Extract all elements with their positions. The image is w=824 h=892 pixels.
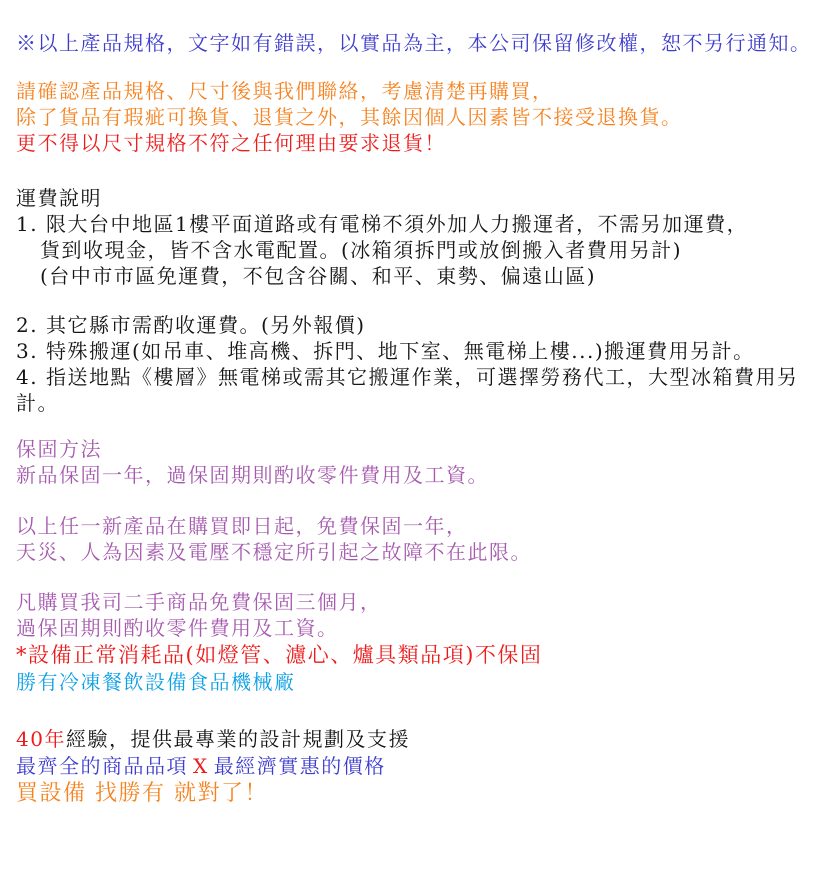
warranty-free-line-1: 以上任一新產品在購買即日起，免費保固一年， — [16, 514, 468, 538]
shipping-item-1-line-1: 1. 限大台中地區1樓平面道路或有電梯不須外加人力搬運者，不需另加運費， — [16, 212, 749, 236]
spec-disclaimer-text: ※以上產品規格，文字如有錯誤，以實品為主，本公司保留修改權，恕不另行通知。 — [16, 31, 812, 55]
consumables-no-warranty-note: *設備正常消耗品(如燈管、濾心、爐具類品項)不保固 — [16, 643, 543, 667]
warranty-method-block — [16, 436, 814, 488]
warranty-used-block — [16, 589, 814, 641]
experience-line-rest: 經驗，提供最專業的設計規劃及支援 — [65, 727, 410, 751]
shipping-item-1-line-2: 貨到收現金，皆不含水電配置。(冰箱須拆門或放倒搬入者費用另計) — [40, 238, 683, 262]
experience-line — [16, 726, 814, 753]
warranty-free-block — [16, 513, 814, 565]
experience-years-highlight: 40年 — [16, 727, 66, 751]
purchase-note-line-2: 除了貨品有瑕疵可換貨、退貨之外，其餘因個人因素皆不接受退換貨。 — [16, 105, 683, 129]
warranty-new-product-line: 新品保固一年，過保固期則酌收零件費用及工資。 — [16, 463, 489, 487]
warranty-free-line-2: 天災、人為因素及電壓不穩定所引起之故障不在此限。 — [16, 540, 532, 564]
shipping-items-block — [16, 312, 814, 416]
product-range-part-2: 最經濟實惠的價格 — [213, 754, 386, 778]
purchase-policy-block — [16, 78, 814, 130]
purchase-note-line-1: 請確認產品規格、尺寸後與我們聯絡，考慮清楚再購買， — [16, 79, 554, 103]
warranty-title: 保固方法 — [16, 437, 102, 461]
shipping-title: 運費說明 — [16, 186, 102, 210]
company-slogan: 買設備 找勝有 就對了！ — [16, 781, 268, 806]
shipping-item-4: 4. 指送地點《樓層》無電梯或需其它搬運作業，可選擇勞務代工，大型冰箱費用另計。 — [16, 365, 799, 415]
shipping-item-3: 3. 特殊搬運(如吊車、堆高機、拆門、地下室、無電梯上樓...)搬運費用另計。 — [16, 339, 755, 363]
shipping-info-block — [16, 185, 814, 289]
company-name: 勝有冷凍餐飲設備食品機械廠 — [16, 670, 296, 694]
tagline-x-separator: X — [193, 754, 209, 778]
product-range-part-1: 最齊全的商品品項 — [16, 754, 188, 778]
product-range-line — [16, 753, 814, 780]
shipping-item-1-line-3: (台中市市區免運費，不包含谷關、和平、東勢、偏遠山區) — [40, 264, 597, 288]
no-return-warning: 更不得以尺寸規格不符之任何理由要求退貨！ — [16, 131, 446, 155]
company-tagline-block — [16, 726, 814, 780]
warranty-used-line-2: 過保固期則酌收零件費用及工資。 — [16, 616, 339, 640]
warranty-used-line-1: 凡購買我司二手商品免費保固三個月， — [16, 590, 382, 614]
shipping-item-2: 2. 其它縣市需酌收運費。(另外報價) — [16, 313, 366, 337]
